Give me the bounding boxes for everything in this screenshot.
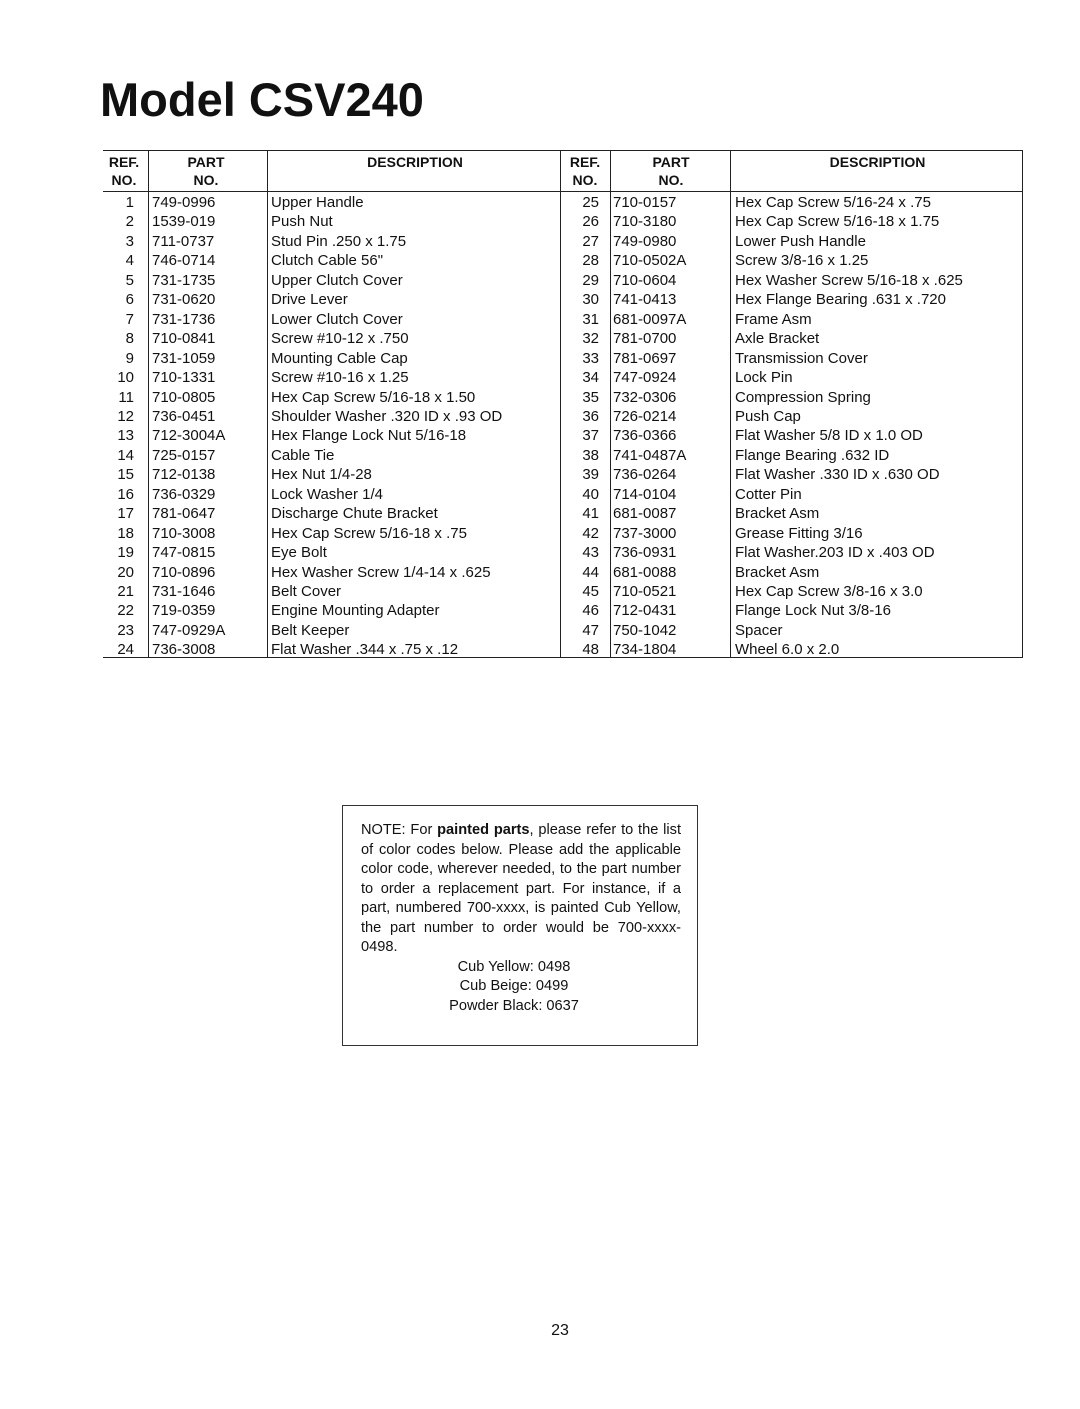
part-no: 725-0157 xyxy=(152,446,216,464)
ref-no: 10 xyxy=(117,369,134,387)
header-description-right: DESCRIPTION xyxy=(829,154,926,170)
part-no: 736-0264 xyxy=(613,466,677,484)
part-description: Lower Push Handle xyxy=(735,232,866,250)
ref-no: 11 xyxy=(118,388,134,406)
part-no: 710-0841 xyxy=(152,330,216,348)
column-divider xyxy=(730,151,731,657)
part-description: Eye Bolt xyxy=(271,544,327,562)
part-no: 737-3000 xyxy=(613,524,677,542)
part-description: Cotter Pin xyxy=(735,485,802,503)
part-no: 710-0604 xyxy=(613,271,677,289)
part-description: Axle Bracket xyxy=(735,330,820,348)
part-description: Upper Handle xyxy=(271,194,364,211)
part-description: Grease Fitting 3/16 xyxy=(735,524,863,542)
ref-no: 42 xyxy=(582,524,599,542)
part-description: Flange Bearing .632 ID xyxy=(735,446,890,464)
ref-no: 6 xyxy=(125,291,134,309)
part-no: 731-1059 xyxy=(152,349,216,367)
part-description: Frame Asm xyxy=(735,310,812,328)
ref-no: 41 xyxy=(582,505,599,523)
ref-no: 7 xyxy=(125,310,134,328)
part-description: Belt Cover xyxy=(271,583,342,600)
part-no: 731-0620 xyxy=(152,291,216,309)
part-no: 781-0697 xyxy=(613,349,677,367)
part-no: 710-0502A xyxy=(613,252,687,270)
painted-parts-note xyxy=(342,805,698,1046)
ref-no: 3 xyxy=(125,232,134,250)
ref-no: 29 xyxy=(582,271,599,289)
part-no: 749-0996 xyxy=(152,194,216,211)
ref-no: 28 xyxy=(582,252,599,270)
color-code-item: Powder Black: 0637 xyxy=(449,997,579,1014)
part-description: Push Cap xyxy=(735,407,801,425)
ref-no: 23 xyxy=(117,621,134,639)
part-description: Hex Cap Screw 3/8-16 x 3.0 xyxy=(735,583,923,600)
ref-no: 17 xyxy=(117,505,134,523)
part-description: Spacer xyxy=(735,621,783,639)
part-no: 710-1331 xyxy=(152,369,216,387)
part-description: Hex Nut 1/4-28 xyxy=(271,466,372,484)
header-ref-no-right: REF. NO. xyxy=(569,154,601,188)
part-description: Hex Washer Screw 1/4-14 x .625 xyxy=(271,563,491,581)
part-no: 710-0896 xyxy=(152,563,216,581)
ref-no: 24 xyxy=(117,641,134,659)
part-no: 741-0487A xyxy=(613,446,687,464)
part-no: 736-0366 xyxy=(613,427,677,445)
part-description: Mounting Cable Cap xyxy=(271,349,408,367)
ref-no: 8 xyxy=(125,330,134,348)
part-description: Discharge Chute Bracket xyxy=(271,505,438,523)
part-description: Flange Lock Nut 3/8-16 xyxy=(735,602,891,620)
ref-no: 45 xyxy=(582,583,599,600)
part-description: Hex Cap Screw 5/16-18 x .75 xyxy=(271,524,467,542)
part-description: Screw #10-16 x 1.25 xyxy=(271,369,409,387)
part-description: Flat Washer.203 ID x .403 OD xyxy=(735,544,935,562)
part-description: Hex Washer Screw 5/16-18 x .625 xyxy=(735,271,963,289)
part-no: 726-0214 xyxy=(613,407,677,425)
part-description: Bracket Asm xyxy=(735,563,820,581)
part-description: Flat Washer .344 x .75 x .12 xyxy=(271,641,459,659)
part-no: 747-0815 xyxy=(152,544,216,562)
page-number: 23 xyxy=(551,1322,569,1339)
ref-no: 48 xyxy=(582,641,599,659)
part-description: Shoulder Washer .320 ID x .93 OD xyxy=(271,407,503,425)
parts-table xyxy=(103,150,1023,658)
ref-no: 18 xyxy=(117,524,134,542)
part-no: 736-0451 xyxy=(152,407,216,425)
ref-no: 46 xyxy=(582,602,599,620)
ref-no: 4 xyxy=(125,252,134,270)
part-no: 781-0700 xyxy=(613,330,677,348)
part-no: 731-1646 xyxy=(152,583,216,600)
part-no: 732-0306 xyxy=(613,388,677,406)
part-no: 710-3008 xyxy=(152,524,216,542)
ref-no: 9 xyxy=(125,349,134,367)
part-description: Lock Pin xyxy=(735,369,793,387)
ref-no: 15 xyxy=(117,466,134,484)
ref-no: 22 xyxy=(117,602,134,620)
ref-no: 25 xyxy=(582,194,599,211)
ref-no: 12 xyxy=(117,407,134,425)
note-emphasis: painted parts xyxy=(437,822,530,838)
part-no: 734-1804 xyxy=(613,641,677,659)
part-description: Engine Mounting Adapter xyxy=(271,602,440,620)
ref-no: 26 xyxy=(582,213,599,231)
part-no: 710-0521 xyxy=(613,583,677,600)
part-description: Lower Clutch Cover xyxy=(271,310,403,328)
part-description: Compression Spring xyxy=(735,388,871,406)
part-no: 736-0931 xyxy=(613,544,677,562)
header-ref-no: REF. NO. xyxy=(108,154,140,188)
part-no: 712-3004A xyxy=(152,427,226,445)
part-no: 681-0087 xyxy=(613,505,677,523)
part-description: Lock Washer 1/4 xyxy=(271,485,383,503)
ref-no: 19 xyxy=(117,544,134,562)
ref-no: 32 xyxy=(582,330,599,348)
ref-no: 31 xyxy=(582,310,599,328)
part-no: 1539-019 xyxy=(152,213,216,231)
part-no: 719-0359 xyxy=(152,602,216,620)
part-no: 746-0714 xyxy=(152,252,216,270)
ref-no: 14 xyxy=(117,446,134,464)
color-code-item: Cub Yellow: 0498 xyxy=(457,958,571,975)
ref-no: 40 xyxy=(582,485,599,503)
ref-no: 37 xyxy=(582,427,599,445)
note-label: NOTE: For xyxy=(361,822,433,838)
part-no: 749-0980 xyxy=(613,232,677,250)
ref-no: 44 xyxy=(582,563,599,581)
part-no: 681-0088 xyxy=(613,563,677,581)
ref-no: 30 xyxy=(582,291,599,309)
part-no: 710-0805 xyxy=(152,388,216,406)
ref-no: 34 xyxy=(582,369,599,387)
part-no: 711-0737 xyxy=(152,232,215,250)
color-code-list xyxy=(361,958,681,1017)
part-description: Belt Keeper xyxy=(271,621,350,639)
part-no: 750-1042 xyxy=(613,621,677,639)
header-description: DESCRIPTION xyxy=(367,154,463,170)
part-no: 714-0104 xyxy=(613,485,677,503)
part-description: Flat Washer 5/8 ID x 1.0 OD xyxy=(735,427,923,445)
part-description: Hex Cap Screw 5/16-18 x 1.50 xyxy=(271,388,476,406)
part-description: Push Nut xyxy=(271,213,333,231)
ref-no: 2 xyxy=(125,213,134,231)
part-description: Drive Lever xyxy=(271,291,348,309)
column-divider xyxy=(267,151,268,657)
ref-no: 1 xyxy=(125,194,134,211)
column-divider xyxy=(560,151,561,657)
ref-no: 5 xyxy=(125,271,134,289)
part-no: 736-0329 xyxy=(152,485,216,503)
ref-no: 35 xyxy=(582,388,599,406)
part-no: 731-1736 xyxy=(152,310,216,328)
column-divider xyxy=(148,151,149,657)
page-title: Model CSV240 xyxy=(100,73,424,126)
ref-no: 33 xyxy=(582,349,599,367)
part-no: 712-0138 xyxy=(152,466,216,484)
part-description: Hex Flange Bearing .631 x .720 xyxy=(735,291,946,309)
color-code-item: Cub Beige: 0499 xyxy=(459,978,569,994)
part-description: Stud Pin .250 x 1.75 xyxy=(271,232,407,250)
ref-no: 39 xyxy=(582,466,599,484)
part-description: Cable Tie xyxy=(271,446,335,464)
header-part-no: PART NO. xyxy=(187,154,225,188)
part-no: 710-3180 xyxy=(613,213,677,231)
part-no: 710-0157 xyxy=(613,194,677,211)
part-no: 736-3008 xyxy=(152,641,216,659)
part-description: Clutch Cable 56" xyxy=(271,252,384,270)
part-description: Upper Clutch Cover xyxy=(271,271,403,289)
ref-no: 47 xyxy=(582,621,599,639)
ref-no: 27 xyxy=(582,232,599,250)
part-description: Transmission Cover xyxy=(735,349,868,367)
ref-no: 13 xyxy=(117,427,134,445)
part-no: 681-0097A xyxy=(613,310,687,328)
part-description: Hex Cap Screw 5/16-18 x 1.75 xyxy=(735,213,940,231)
ref-no: 16 xyxy=(117,485,134,503)
part-description: Hex Cap Screw 5/16-24 x .75 xyxy=(735,194,931,211)
part-description: Screw 3/8-16 x 1.25 xyxy=(735,252,869,270)
part-description: Wheel 6.0 x 2.0 xyxy=(735,641,840,659)
ref-no: 21 xyxy=(117,583,134,600)
ref-no: 38 xyxy=(582,446,599,464)
ref-no: 36 xyxy=(582,407,599,425)
part-no: 731-1735 xyxy=(152,271,216,289)
part-description: Flat Washer .330 ID x .630 OD xyxy=(735,466,940,484)
note-body: , please refer to the list of color codes below. Please add the applicable color code, wherever needed, to the part number to order a replacement part. For instance, if a part, numbered 700-xxxx, is painted Cub Yellow, the part number to order would be 700-xxxx-0498. xyxy=(361,822,681,955)
header-part-no-right: PART NO. xyxy=(652,154,690,188)
part-no: 747-0924 xyxy=(613,369,677,387)
part-no: 741-0413 xyxy=(613,291,677,309)
part-no: 747-0929A xyxy=(152,621,226,639)
part-description: Screw #10-12 x .750 xyxy=(271,330,409,348)
part-description: Bracket Asm xyxy=(735,505,820,523)
header-divider-line xyxy=(103,191,1023,192)
part-description: Hex Flange Lock Nut 5/16-18 xyxy=(271,427,467,445)
column-divider xyxy=(610,151,611,657)
part-no: 781-0647 xyxy=(152,505,216,523)
part-no: 712-0431 xyxy=(613,602,677,620)
note-text xyxy=(361,821,681,958)
ref-no: 20 xyxy=(117,563,134,581)
ref-no: 43 xyxy=(582,544,599,562)
